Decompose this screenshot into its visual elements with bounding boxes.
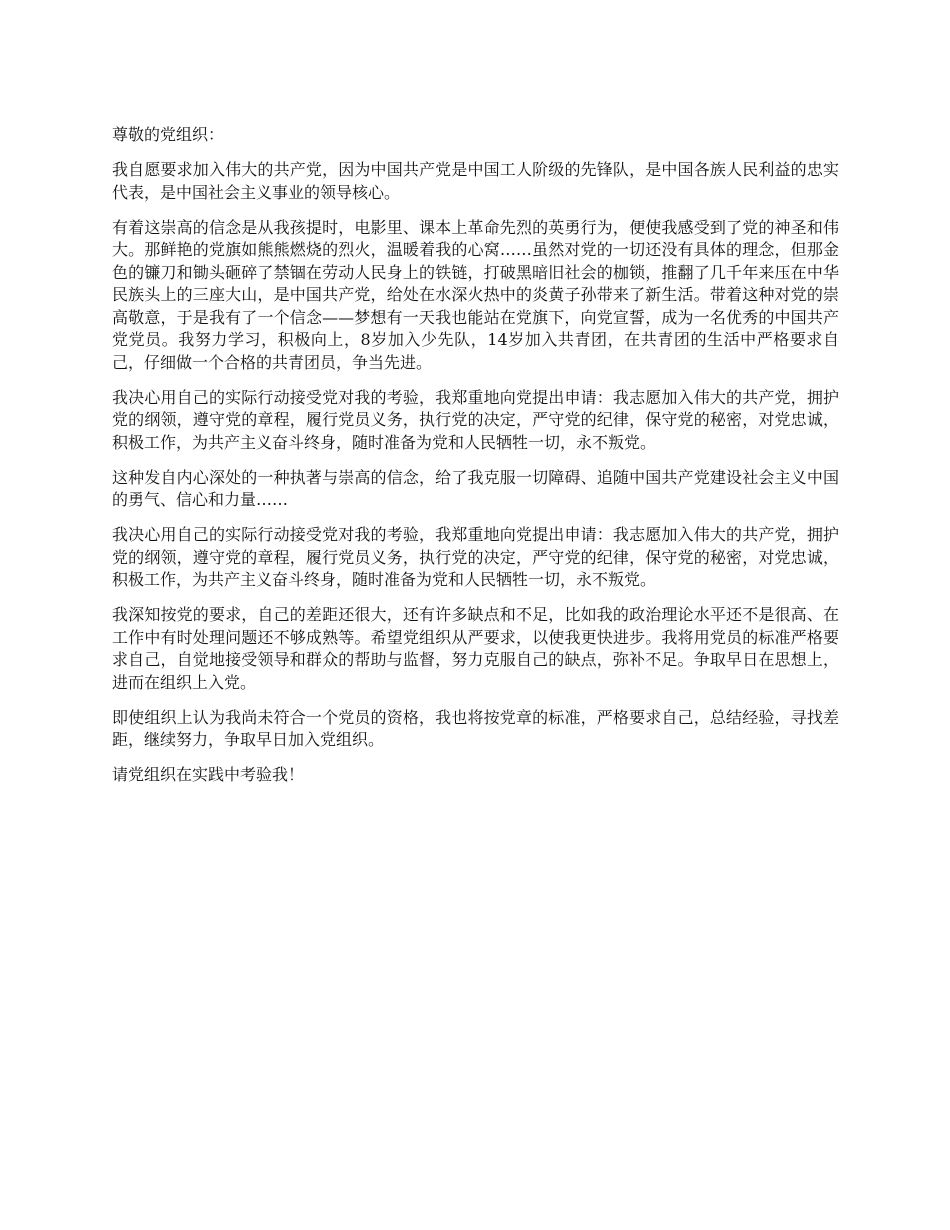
paragraph-2: 有着这崇高的信念是从我孩提时，电影里、课本上革命先烈的英勇行为，便使我感受到了党的神圣和伟大。那鲜艳的党旗如熊熊燃烧的烈火，温暖着我的心窝……虽然对党的一切还没有具体的理念，但那金色的镰刀和锄头砸碎了禁锢在劳动人民身上的铁链，打破黑暗旧社会的枷锁，推翻了几千年来压在中华民族头上的三座大山，是中国共产党，给处在水深火热中的炎黄子孙带来了新生活。带着这种对党的崇高敬意，于是我有了一个信念——梦想有一天我也能站在党旗下，向党宣誓，成为一名优秀的中国共产党党员。我努力学习，积极向上，8岁加入少先队，14岁加入共青团，在共青团的生活中严格要求自己，仔细做一个合格的共青团员，争当先进。 (112, 217, 839, 372)
letter-body (112, 124, 839, 799)
paragraph-6: 我深知按党的要求，自己的差距还很大，还有许多缺点和不足，比如我的政治理论水平还不是很高、在工作中有时处理问题还不够成熟等。希望党组织从严要求，以使我更快进步。我将用党员的标准严格要求自己，自觉地接受领导和群众的帮助与监督，努力克服自己的缺点，弥补不足。争取早日在思想上，进而在组织上入党。 (112, 605, 839, 692)
salutation: 尊敬的党组织： (112, 125, 225, 144)
closing-line: 请党组织在实践中考验我！ (112, 765, 305, 784)
paragraph-4: 这种发自内心深处的一种执著与崇高的信念，给了我克服一切障碍、追随中国共产党建设社会主义中国的勇气、信心和力量…… (112, 467, 839, 509)
paragraph-3: 我决心用自己的实际行动接受党对我的考验，我郑重地向党提出申请：我志愿加入伟大的共产党，拥护党的纲领，遵守党的章程，履行党员义务，执行党的决定，严守党的纪律，保守党的秘密，对党忠诚，积极工作，为共产主义奋斗终身，随时准备为党和人民牺牲一切，永不叛党。 (112, 387, 839, 452)
paragraph-1: 我自愿要求加入伟大的共产党，因为中国共产党是中国工人阶级的先锋队，是中国各族人民利益的忠实代表，是中国社会主义事业的领导核心。 (112, 160, 839, 202)
paragraph-5: 我决心用自己的实际行动接受党对我的考验，我郑重地向党提出申请：我志愿加入伟大的共产党，拥护党的纲领，遵守党的章程，履行党员义务，执行党的决定，严守党的纪律，保守党的秘密，对党忠诚，积极工作，为共产主义奋斗终身，随时准备为党和人民牺牲一切，永不叛党。 (112, 525, 839, 589)
paragraph-7: 即使组织上认为我尚未符合一个党员的资格，我也将按党章的标准，严格要求自己，总结经验，寻找差距，继续努力，争取早日加入党组织。 (112, 707, 839, 749)
